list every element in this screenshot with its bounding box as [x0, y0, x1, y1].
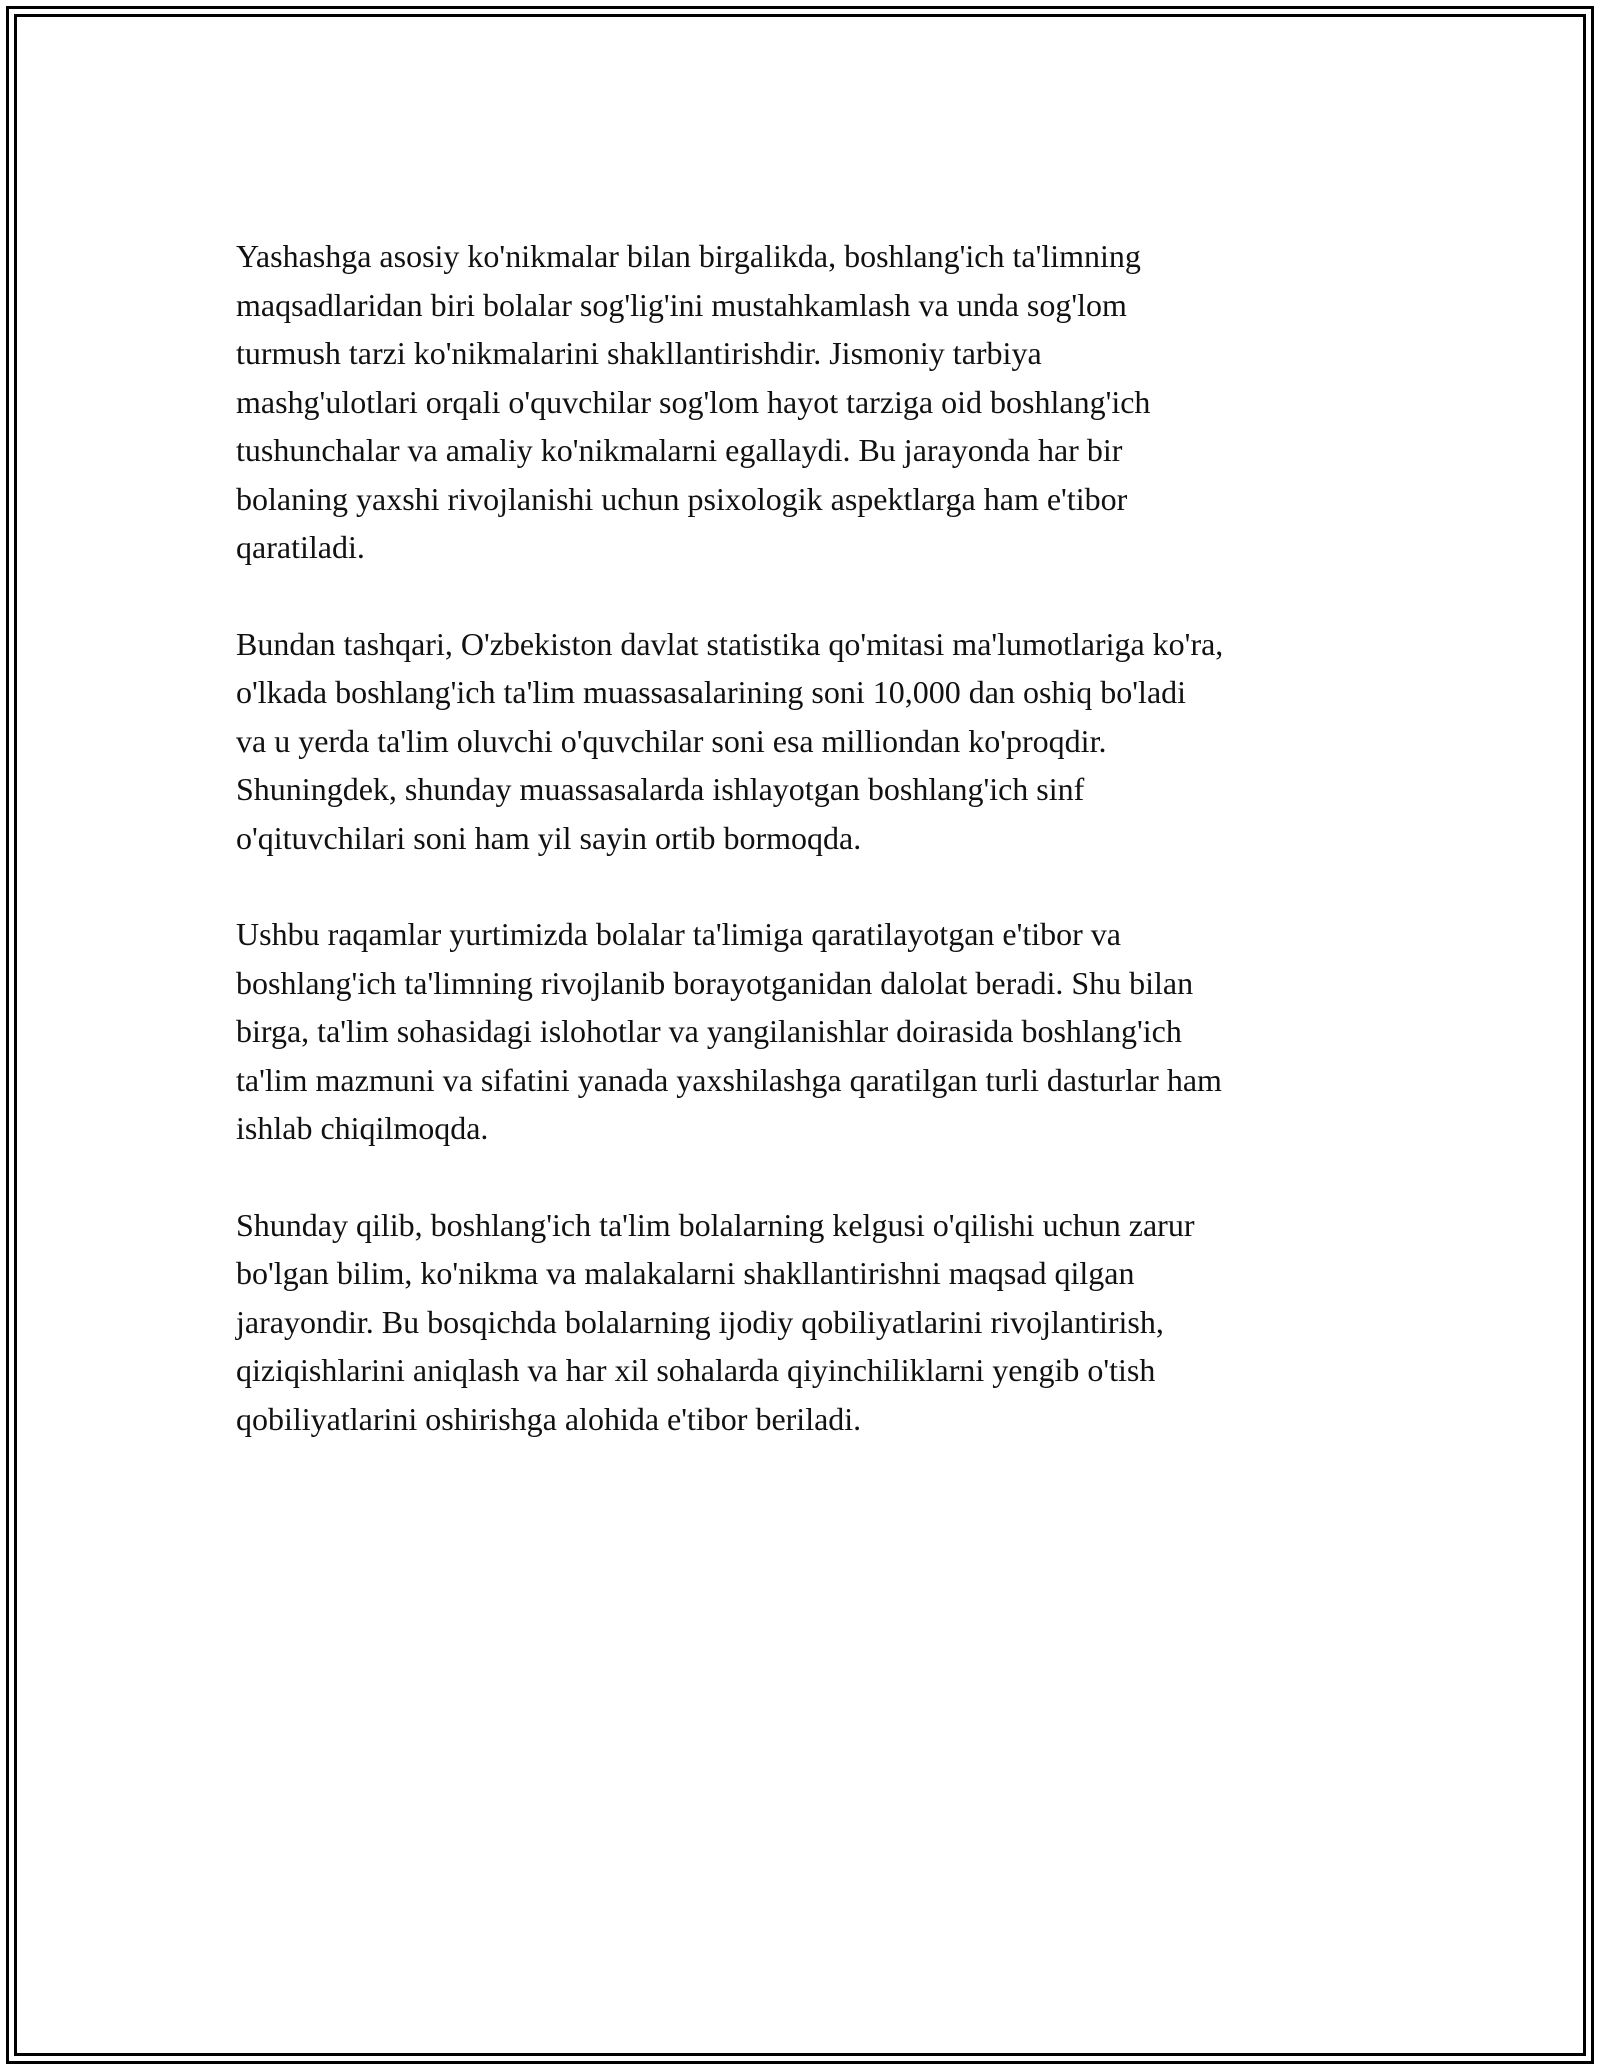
paragraph-3 [236, 910, 1396, 1153]
paragraph-line: o'lkada boshlang'ich ta'lim muassasalarining soni 10,000 dan oshiq bo'ladi [236, 674, 1187, 710]
paragraph-line: Bundan tashqari, O'zbekiston davlat statistika qo'mitasi ma'lumotlariga ko'ra, [236, 625, 1224, 662]
paragraph-line: bolaning yaxshi rivojlanishi uchun psixologik aspektlarga ham e'tibor [236, 480, 1128, 517]
document-body [236, 232, 1396, 1491]
paragraph-line: turmush tarzi ko'nikmalarini shakllantirishdir. Jismoniy tarbiya [236, 335, 1042, 371]
paragraph-line: mashg'ulotlari orqali o'quvchilar sog'lom hayot tarziga oid boshlang'ich [236, 383, 1151, 420]
paragraph-line: jarayondir. Bu bosqichda bolalarning ijodiy qobiliyatlarini rivojlantirish, [236, 1303, 1164, 1340]
paragraph-line: Shuningdek, shunday muassasalarda ishlayotgan boshlang'ich sinf [236, 771, 1085, 807]
paragraph-line: ishlab chiqilmoqda. [236, 1110, 489, 1146]
paragraph-line: Ushbu raqamlar yurtimizda bolalar ta'limiga qaratilayotgan e'tibor va [236, 916, 1121, 952]
paragraph-line: Shunday qilib, boshlang'ich ta'lim bolalarning kelgusi o'qilishi uchun zarur [236, 1206, 1195, 1243]
paragraph-line: va u yerda ta'lim oluvchi o'quvchilar soni esa milliondan ko'proqdir. [236, 722, 1107, 759]
paragraph-line: tushunchalar va amaliy ko'nikmalarni egallaydi. Bu jarayonda har bir [236, 432, 1123, 468]
paragraph-line: maqsadlaridan biri bolalar sog'lig'ini mustahkamlash va unda sog'lom [236, 286, 1127, 323]
paragraph-4 [236, 1201, 1396, 1444]
paragraph-line: o'qituvchilari soni ham yil sayin ortib bormoqda. [236, 819, 862, 856]
paragraph-line: qaratiladi. [236, 529, 365, 565]
paragraph-line: bo'lgan bilim, ko'nikma va malakalarni shakllantirishni maqsad qilgan [236, 1255, 1135, 1291]
paragraph-line: birga, ta'lim sohasidagi islohotlar va yangilanishlar doirasida boshlang'ich [236, 1013, 1182, 1049]
paragraph-line: qobiliyatlarini oshirishga alohida e'tibor beriladi. [236, 1400, 862, 1437]
paragraph-line: ta'lim mazmuni va sifatini yanada yaxshilashga qaratilgan turli dasturlar ham [236, 1061, 1222, 1098]
paragraph-2 [236, 620, 1396, 863]
paragraph-line: boshlang'ich ta'limning rivojlanib borayotganidan dalolat beradi. Shu bilan [236, 964, 1194, 1001]
paragraph-1 [236, 232, 1396, 572]
paragraph-line: Yashashga asosiy ko'nikmalar bilan birgalikda, boshlang'ich ta'limning [236, 238, 1141, 274]
paragraph-line: qiziqishlarini aniqlash va har xil sohalarda qiyinchiliklarni yengib o'tish [236, 1352, 1156, 1388]
